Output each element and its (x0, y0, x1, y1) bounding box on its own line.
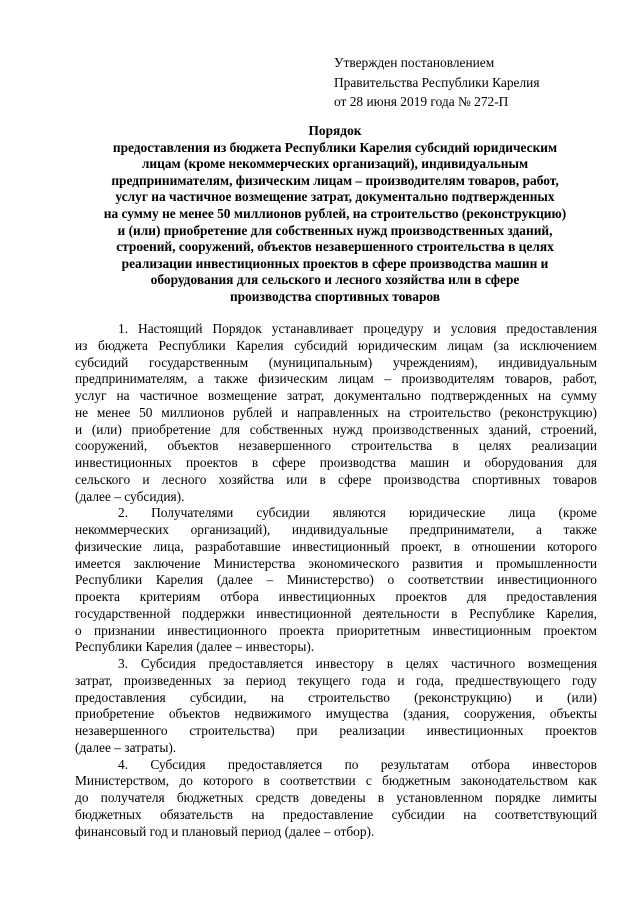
text-line: некоммерческих организаций), индивидуальные предприниматели, а также (75, 522, 597, 537)
paragraph-2 (75, 505, 597, 656)
text-line: финансовый год и плановый период (далее – отбор). (75, 823, 375, 839)
text-line: субсидий государственным (муниципальным) учреждениям), индивидуальным (75, 354, 597, 370)
text-line: физические лица, разработавшие инвестиционный проект, в отношении которого (75, 538, 597, 554)
document-title (75, 123, 595, 306)
text-line: (далее – субсидия). (75, 488, 185, 504)
text-line: государственной поддержки инвестиционной деятельности в Республике Карелия, (75, 605, 597, 621)
title-line: строений, сооружений, объектов незавершенного строительства в целях (116, 239, 554, 255)
document-body (75, 321, 597, 840)
text-line: предпринимателям, а также физическим лицам – производителям товаров, работ, (75, 371, 597, 387)
text-line: о признании инвестиционного проекта приоритетным инвестиционным проектом (75, 622, 597, 638)
text-line: и (или) приобретение для собственных нужд производственных зданий, строений, (75, 421, 597, 437)
paragraph-3 (75, 656, 597, 757)
text-line: до получателя бюджетных средств доведены в установленном порядке лимиты (75, 790, 597, 805)
text-line: не менее 50 миллионов рублей и направленных на строительство (реконструкцию) (75, 404, 597, 420)
title-line: предпринимателям, физическим лицам – производителям товаров, работ, (111, 172, 559, 188)
text-line: предоставления субсидии, на строительство (реконструкцию) и (или) (75, 689, 597, 705)
text-line: из бюджета Республики Карелия субсидий юридическим лицам (за исключением (75, 337, 597, 353)
approval-line: Правительства Республики Карелия (334, 74, 540, 90)
text-line: имеется заключение Министерства экономического развития и промышленности (75, 555, 597, 571)
text-line: сельского и лесного хозяйства или в сфере производства спортивных товаров (75, 471, 597, 487)
approval-line: от 28 июня 2019 года № 272-П (334, 94, 509, 109)
text-line: Министерством, до которого в соответствии с бюджетным законодательством как (75, 773, 597, 789)
approval-stamp (334, 53, 539, 112)
title-line: лицам (кроме некоммерческих организаций), индивидуальным (141, 156, 529, 172)
text-line: (далее – затраты). (75, 739, 177, 755)
title-line: предоставления из бюджета Республики Карелия субсидий юридическим (112, 139, 558, 155)
approval-line: Утвержден постановлением (334, 55, 495, 70)
text-line: приобретение объектов недвижимого имущества (здания, сооружения, объекты (75, 706, 597, 722)
text-line: 1. Настоящий Порядок устанавливает процедуру и условия предоставления (118, 321, 597, 336)
text-line: затрат, произведенных за период текущего года и года, предшествующего году (75, 672, 597, 688)
text-line: Республики Карелия (далее – инвесторы). (75, 639, 315, 655)
text-line: незавершенного строительства) при реализации инвестиционных проектов (75, 723, 597, 738)
text-line: Республики Карелия (далее – Министерство) о соответствии инвестиционного (75, 572, 597, 588)
title-line: услуг на частичное возмещение затрат, документально подтвержденных (115, 189, 555, 205)
title-line: оборудования для сельского и лесного хозяйства или в сфере (150, 272, 520, 288)
title-line: Порядок (308, 123, 362, 138)
paragraph-1 (75, 321, 597, 505)
text-line: 3. Субсидия предоставляется инвестору в целях частичного возмещения (118, 656, 597, 671)
text-line: 4. Субсидия предоставляется по результатам отбора инвесторов (118, 756, 597, 772)
title-line: и (или) приобретение для собственных нужд производственных зданий, (117, 222, 553, 238)
title-line: реализации инвестиционных проектов в сфере производства машин и (121, 255, 549, 271)
text-line: сооружений, объектов незавершенного строительства в целях реализации (75, 438, 597, 454)
title-line: на сумму не менее 50 миллионов рублей, на строительство (реконструкцию) (103, 205, 567, 221)
paragraph-4 (75, 757, 597, 841)
text-line: инвестиционных проектов в сфере производства машин и оборудования для (75, 455, 597, 470)
text-line: бюджетных обязательств на предоставление субсидии на соответствующий (75, 806, 597, 822)
text-line: услуг на частичное возмещение затрат, документально подтвержденных на сумму (75, 388, 597, 403)
text-line: 2. Получателями субсидии являются юридические лица (кроме (118, 505, 597, 521)
title-line: производства спортивных товаров (229, 288, 441, 304)
text-line: проекта критериям отбора инвестиционных проектов для предоставления (75, 589, 597, 604)
